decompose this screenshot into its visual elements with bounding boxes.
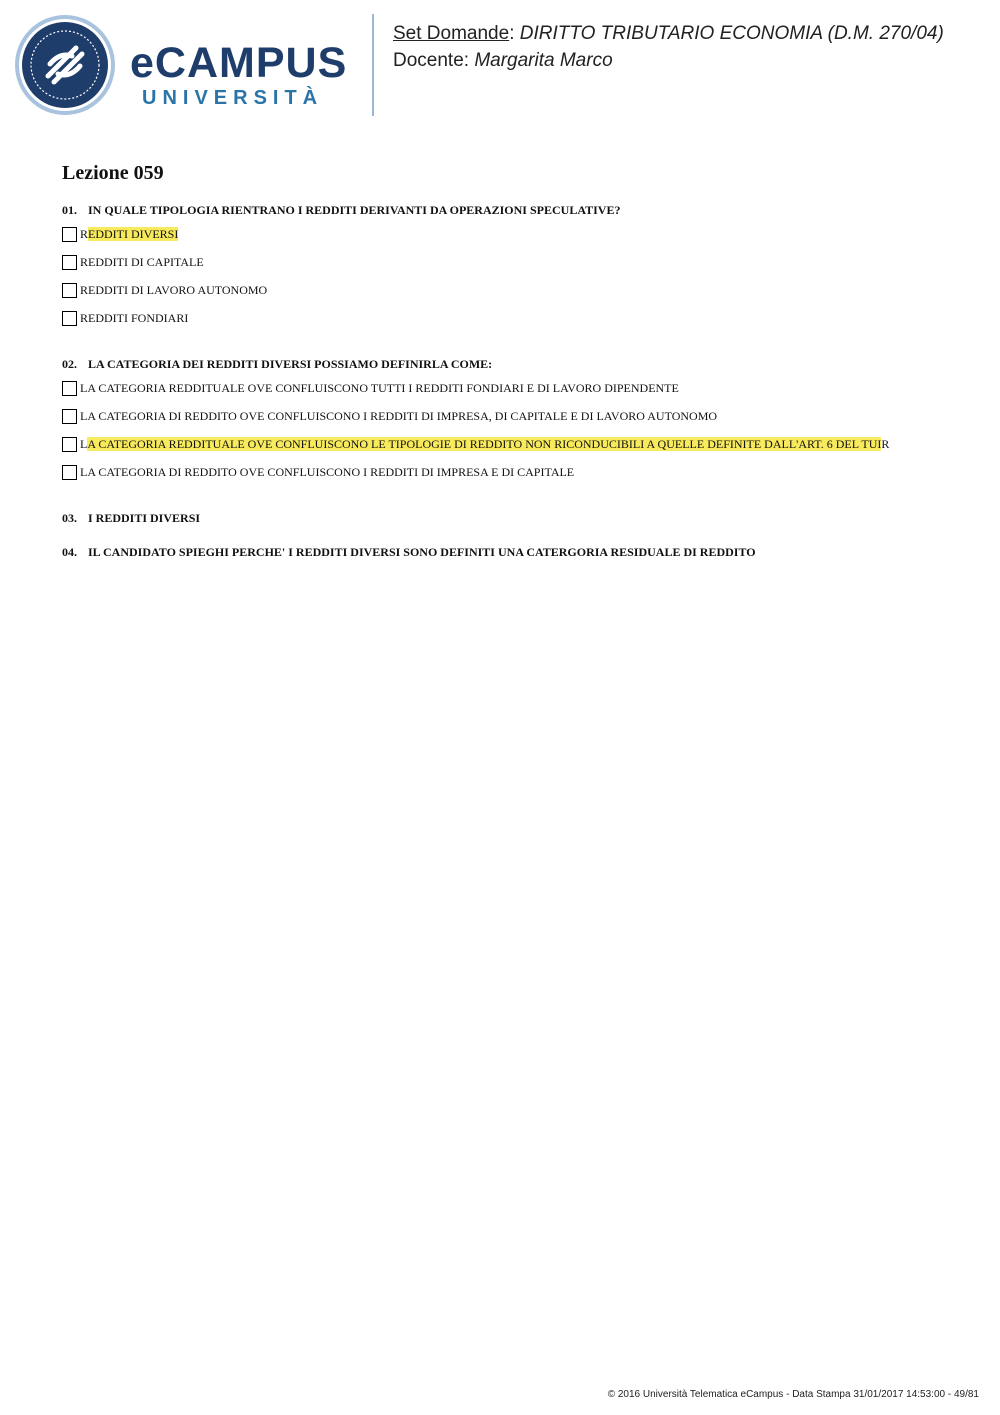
question-04 [62, 544, 962, 560]
answer-option[interactable] [62, 310, 962, 338]
lesson-content [62, 160, 962, 578]
answer-text-plain: L [80, 437, 88, 451]
answer-checkbox[interactable] [62, 283, 77, 298]
question-label: IN QUALE TIPOLOGIA RIENTRANO I REDDITI DERIVANTI DA OPERAZIONI SPECULATIVE? [88, 203, 621, 217]
docente-name: Margarita Marco [474, 50, 613, 71]
set-label: Set Domande [393, 23, 510, 44]
page-footer: © 2016 Università Telematica eCampus - Data Stampa 31/01/2017 14:53:00 - 49/81 [607, 1389, 979, 1400]
question-number: 04. [62, 545, 77, 559]
page-header [0, 0, 1000, 130]
course-title: DIRITTO TRIBUTARIO ECONOMIA (D.M. 270/04) [519, 23, 944, 44]
answer-option[interactable] [62, 226, 962, 254]
answer-option[interactable] [62, 282, 962, 310]
question-number: 02. [62, 357, 77, 371]
ecampus-seal-logo [14, 14, 116, 116]
lesson-title: Lezione 059 [62, 162, 164, 184]
answer-option[interactable] [62, 380, 962, 408]
answer-text [80, 437, 889, 451]
answer-text-highlighted: A CATEGORIA REDDITUALE OVE CONFLUISCONO LE TIPOLOGIE DI REDDITO NON RICONDUCIBILI A QUELLE DEFINITE DALL'ART. 6 DEL TUI [87, 437, 882, 451]
question-text [62, 510, 962, 526]
answer-text-plain: R [881, 437, 890, 451]
answer-checkbox[interactable] [62, 311, 77, 326]
question-label: IL CANDIDATO SPIEGHI PERCHE' I REDDITI DIVERSI SONO DEFINITI UNA CATERGORIA RESIDUALE DI REDDITO [88, 545, 756, 559]
answer-checkbox[interactable] [62, 381, 77, 396]
answer-text: LA CATEGORIA DI REDDITO OVE CONFLUISCONO I REDDITI DI IMPRESA E DI CAPITALE [80, 465, 575, 479]
set-info: Set Domande: DIRITTO TRIBUTARIO ECONOMIA (D.M. 270/04) Docente: Margarita Marco [393, 23, 944, 71]
question-number: 03. [62, 511, 77, 525]
question-label: I REDDITI DIVERSI [88, 511, 201, 525]
question-02 [62, 356, 962, 492]
question-03 [62, 510, 962, 526]
answer-checkbox[interactable] [62, 255, 77, 270]
question-label: LA CATEGORIA DEI REDDITI DIVERSI POSSIAMO DEFINIRLA COME: [88, 357, 493, 371]
logo-subtitle: UNIVERSITÀ [142, 87, 324, 109]
question-01 [62, 202, 962, 338]
answer-checkbox[interactable] [62, 409, 77, 424]
answer-text [80, 227, 178, 241]
question-text [62, 544, 962, 560]
logo-wordmark: eCAMPUS [130, 39, 348, 87]
answer-text: REDDITI DI LAVORO AUTONOMO [80, 283, 268, 297]
answer-checkbox[interactable] [62, 227, 77, 242]
answer-text: LA CATEGORIA DI REDDITO OVE CONFLUISCONO I REDDITI DI IMPRESA, DI CAPITALE E DI LAVORO AUTONOMO [80, 409, 718, 423]
answer-option[interactable] [62, 254, 962, 282]
answer-checkbox[interactable] [62, 437, 77, 452]
answer-option[interactable] [62, 408, 962, 436]
answer-checkbox[interactable] [62, 465, 77, 480]
ecampus-logo-text [130, 40, 347, 110]
answer-text-plain: R [80, 227, 89, 241]
docente-label: Docente: [393, 50, 470, 71]
answer-option[interactable] [62, 436, 962, 464]
question-text [62, 356, 962, 372]
header-divider [372, 14, 374, 116]
answer-text-highlighted: EDDITI DIVERSI [88, 227, 179, 241]
question-text [62, 202, 962, 218]
question-number: 01. [62, 203, 77, 217]
answer-text: LA CATEGORIA REDDITUALE OVE CONFLUISCONO TUTTI I REDDITI FONDIARI E DI LAVORO DIPENDENTE [80, 381, 679, 395]
answer-text: REDDITI FONDIARI [80, 311, 189, 325]
answer-option[interactable] [62, 464, 962, 492]
answer-text: REDDITI DI CAPITALE [80, 255, 204, 269]
